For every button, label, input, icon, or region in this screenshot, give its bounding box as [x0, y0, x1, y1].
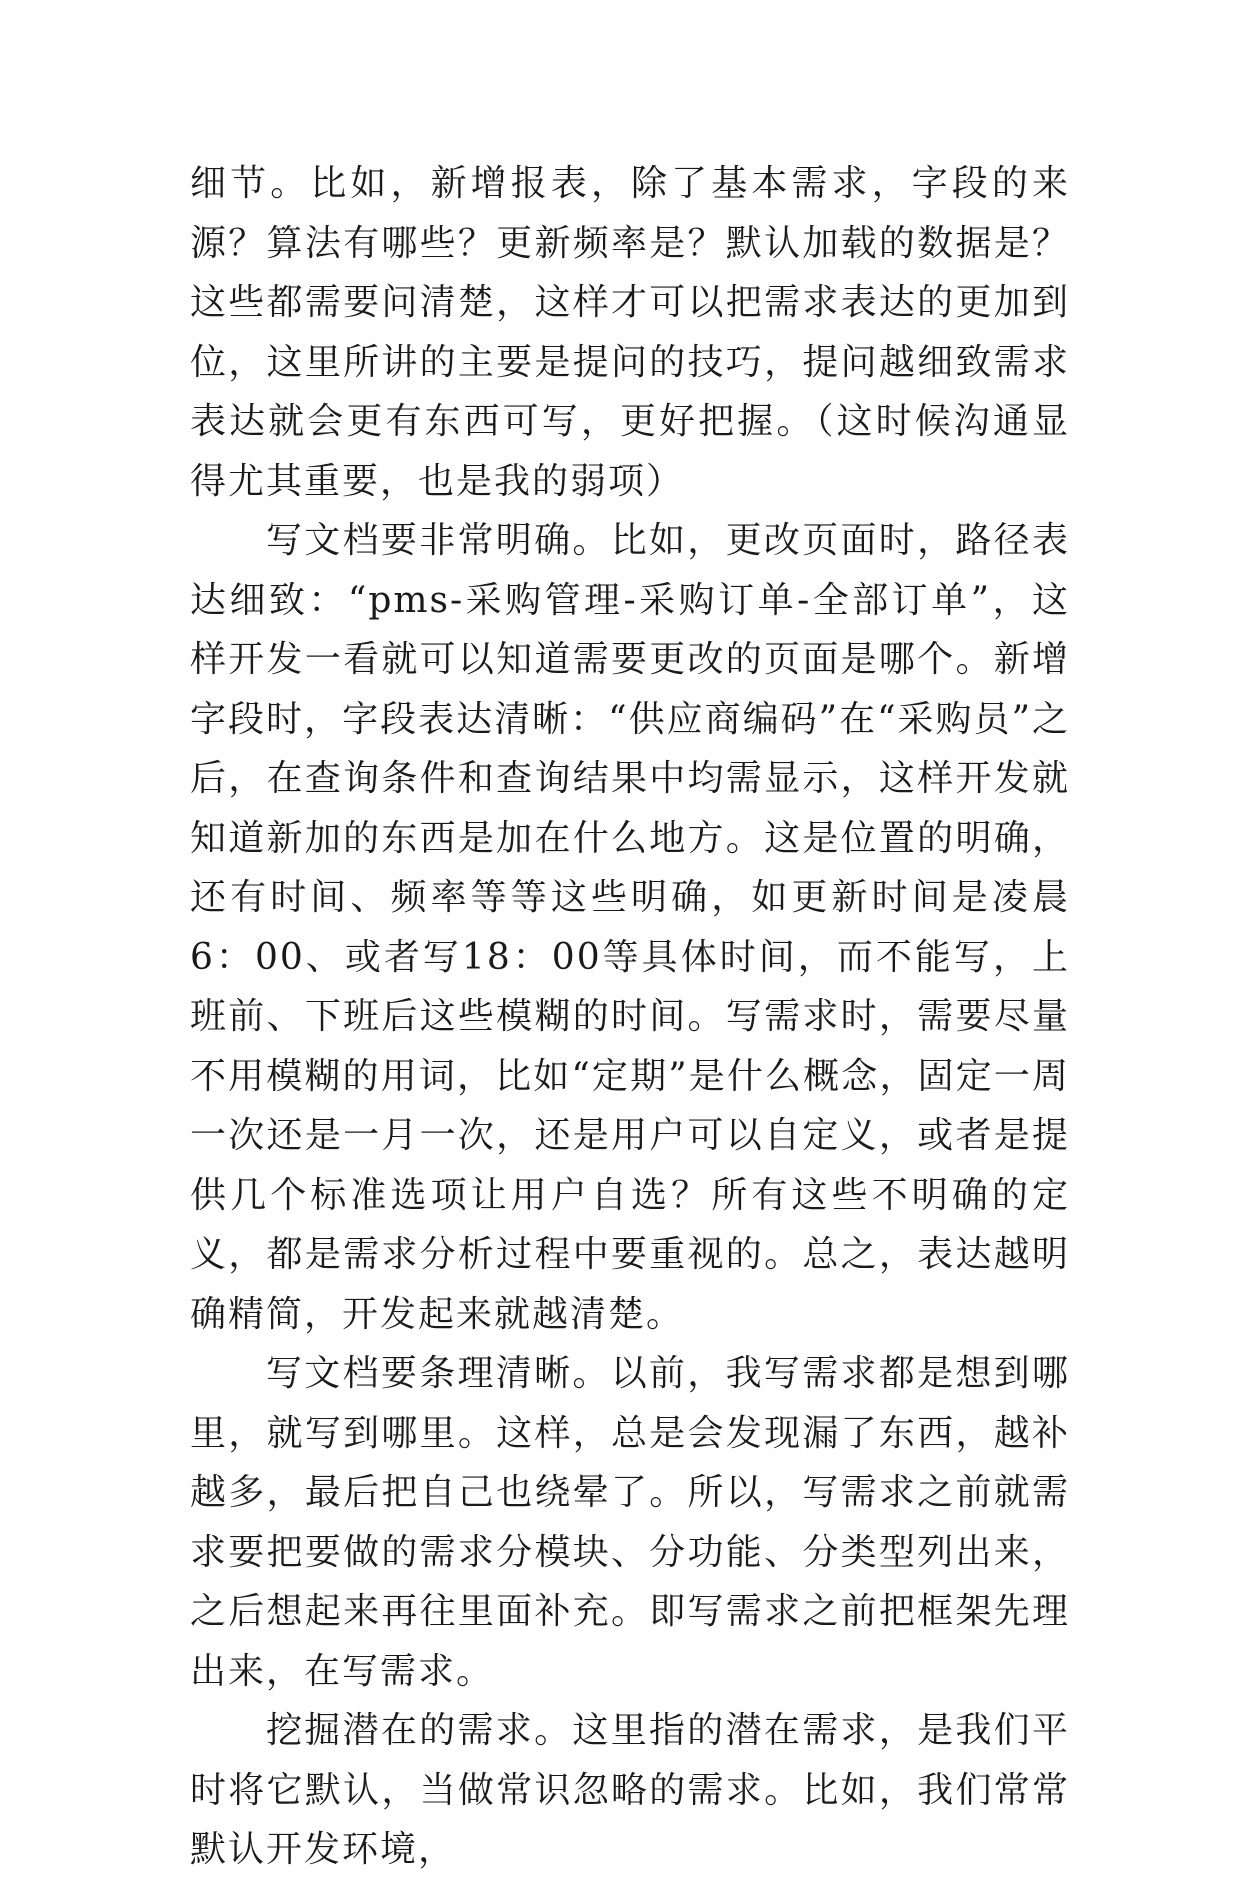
paragraph-4: 挖掘潜在的需求。这里指的潜在需求，是我们平时将它默认，当做常识忽略的需求。比如，我们常常默认开发环境， — [190, 1710, 1070, 1870]
paragraph-1: 细节。比如，新增报表，除了基本需求，字段的来源？算法有哪些？更新频率是？默认加载的数据是？这些都需要问清楚，这样才可以把需求表达的更加到位，这里所讲的主要是提问的技巧，提问越细致需求表达就会更有东西可写，更好把握。（这时候沟通显得尤其重要，也是我的弱项） — [190, 163, 1070, 502]
body-text — [190, 154, 1070, 1880]
paragraph-3: 写文档要条理清晰。以前，我写需求都是想到哪里，就写到哪里。这样，总是会发现漏了东西，越补越多，最后把自己也绕晕了。所以，写需求之前就需求要把要做的需求分模块、分功能、分类型列出来，之后想起来再往里面补充。即写需求之前把框架先理出来，在写需求。 — [190, 1353, 1070, 1692]
paragraph-2: 写文档要非常明确。比如，更改页面时，路径表达细致：“pms-采购管理-采购订单-全部订单”，这样开发一看就可以知道需要更改的页面是哪个。新增字段时，字段表达清晰：“供应商编码”在“采购员”之后，在查询条件和查询结果中均需显示，这样开发就知道新加的东西是加在什么地方。这是位置的明确，还有时间、频率等等这些明确，如更新时间是凌晨6：00、或者写18：00等具体时间，而不能写，上班前、下班后这些模糊的时间。写需求时，需要尽量不用模糊的用词，比如“定期”是什么概念，固定一周一次还是一月一次，还是用户可以自定义，或者是提供几个标准选项让用户自选？所有这些不明确的定义，都是需求分析过程中要重视的。总之，表达越明确精简，开发起来就越清楚。 — [190, 520, 1070, 1335]
